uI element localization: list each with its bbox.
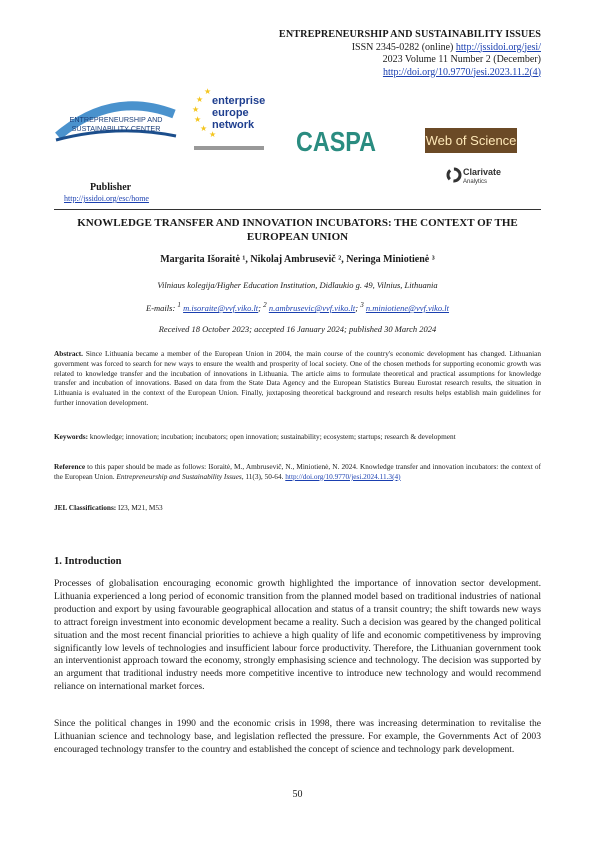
issn-line — [279, 42, 541, 55]
email1-link[interactable]: m.isoraite@vvf.viko.lt — [183, 302, 259, 313]
wos-text: Web of Science — [425, 133, 517, 148]
caspa-logo — [296, 124, 378, 156]
clarivate-line1: Clarivate — [463, 167, 502, 177]
een-logo — [192, 84, 274, 154]
esc-logo-line1: ENTREPRENEURSHIP AND — [69, 115, 163, 124]
journal-title: ENTREPRENEURSHIP AND SUSTAINABILITY ISSUES — [278, 29, 541, 40]
email2-sup: 2 — [263, 301, 267, 309]
clarivate-logo — [446, 165, 536, 187]
jel-text: I23, M21, M53 — [116, 503, 163, 512]
esc-logo-line2: SUSTAINABILITY CENTER — [71, 124, 161, 133]
web-of-science-logo — [425, 128, 517, 153]
clarivate-line2: Analytics — [463, 179, 488, 185]
een-line3: network — [212, 119, 255, 131]
intro-paragraph-2: Since the political changes in 1990 and the economic crisis in 1998, there was increasing determination to revitalise the Lithuanian science and technology base, and legislation reflected the pressure. For example, the Governments Act of 2003 encouraged technology transfer to the country and established the concept of science and technology park development. — [54, 718, 541, 755]
reference-journal: Entrepreneurship and Sustainability Issues — [116, 471, 242, 481]
paper-affiliation: Vilniaus kolegija/Higher Education Institution, Didlaukio g. 49, Vilnius, Lithuania — [157, 280, 438, 290]
keywords-text: knowledge; innovation; incubation; incubators; open innovation; sustainability; ecosystem; startups; research & development — [88, 432, 456, 441]
issn-text: ISSN 2345-0282 (online) — [351, 41, 456, 53]
paper-title-line2: EUROPEAN UNION — [246, 230, 349, 243]
keywords-label: Keywords: — [54, 432, 89, 441]
publisher-url — [64, 194, 149, 203]
volume-line: 2023 Volume 11 Number 2 (December) — [382, 54, 541, 65]
section-heading: 1. Introduction — [54, 556, 122, 567]
header-divider — [54, 209, 541, 210]
abstract-label: Abstract. — [54, 349, 83, 358]
journal-link[interactable]: http://jssidoi.org/jesi/ — [455, 41, 541, 53]
reference-text2: , 11(3), 50-64. — [241, 471, 286, 481]
email3-sup: 3 — [360, 301, 364, 309]
abstract — [54, 349, 541, 408]
paper-title — [60, 217, 535, 244]
page-number: 50 — [292, 789, 303, 800]
journal-header — [279, 29, 541, 79]
author-emails: E-mails: $^1$ m.isoraite@vvf.viko.lt; $^2$ n.ambrusevic@vvf.viko.lt; $^3$ n.miniotiene@vvf.viko.lt — [146, 301, 449, 313]
clarivate-icon — [448, 169, 460, 181]
een-line2: europe — [212, 107, 249, 119]
email2-link[interactable]: n.ambrusevic@vvf.viko.lt — [268, 302, 356, 313]
paper-title-line1: KNOWLEDGE TRANSFER AND INNOVATION INCUBATORS: THE CONTEXT OF THE — [77, 217, 518, 229]
intro-paragraph-1: Processes of globalisation encouraging economic growth highlighted the importance of innovation sector development. Lithuania experienced a long period of economic transition from the planned model based on traditional industries of national production and export by using favourable geographical allocation and status of a transit country; the shift towards new ways to attract foreign investment into economic development became a reality. Such a decision was geared by the changed political situation and the most recent financial priorities to achieve a high quality of life and economic competitiveness by improving significantly low levels of technologies and insufficient labour force productivity. Therefore, the Lithuanian government took an interventionist approach toward the economy, strongly emphasising science and technology. The decision was supported by an argument that traditional industry needs more competitive incentive to introduce new technology and would recommend reliance on international market forces. — [54, 578, 541, 693]
emails-label: E-mails: — [146, 302, 178, 313]
reference-label: Reference — [54, 462, 86, 471]
email1-sup: 1 — [177, 301, 181, 309]
doi-link[interactable]: http://doi.org/10.9770/jesi.2023.11.2(4) — [382, 66, 541, 78]
abstract-text: Since Lithuania became a member of the European Union in 2004, the main course of the country's economic development has changed. Lithuanian government was forced to search for new ways to ensure the wealth and prosperity of local society. One of the chosen methods for supporting economic growth was related to knowledge transfer and the incubation of innovations in Lithuania. The article aims to formulate theoretical and practical assumptions for knowledge transfer and incubation of innovations. Based on data from the State Data Agency and the European Statistics Bureau Eurostat research results, the situation in Lithuania is evaluated in the context of the European Union. Finally, juxtaposing theoretical background and research results helps establish main guidelines for further innovation development. — [54, 349, 541, 407]
svg-text:★: ★ — [200, 124, 208, 133]
reference-text1: to this paper should be made as follows: Išoraitė, M., Ambrusevič, N., Miniotienė, N. 2024. Knowledge transfer and innovation incubators: the context of the European Union. — [54, 462, 541, 481]
jel-label: JEL Classifications: — [54, 503, 117, 512]
publisher-link[interactable]: http://jssidoi.org/esc/home — [64, 194, 149, 203]
caspa-text: CASPA — [296, 126, 376, 157]
svg-text:★: ★ — [204, 87, 212, 96]
svg-text:★: ★ — [196, 95, 204, 104]
publication-dates: Received 18 October 2023; accepted 16 January 2024; published 30 March 2024 — [158, 324, 437, 334]
een-line1: enterprise — [212, 95, 266, 107]
email3-link[interactable]: n.miniotiene@vvf.viko.lt — [365, 302, 449, 313]
esc-logo — [52, 96, 180, 142]
svg-text:★: ★ — [192, 105, 200, 114]
doi-line — [279, 67, 541, 80]
publisher-label: Publisher — [90, 182, 132, 193]
svg-text:★: ★ — [209, 130, 217, 139]
keywords — [54, 432, 541, 442]
svg-text:★: ★ — [194, 115, 202, 124]
reference-doi-link[interactable]: http://doi.org/10.9770/jesi.2024.11.3(4) — [285, 471, 401, 481]
paper-authors: Margarita Išoraitė ¹, Nikolaj Ambrusevič ², Neringa Miniotienė ³ — [160, 254, 435, 265]
reference — [54, 462, 541, 482]
jel-classifications — [54, 503, 541, 513]
